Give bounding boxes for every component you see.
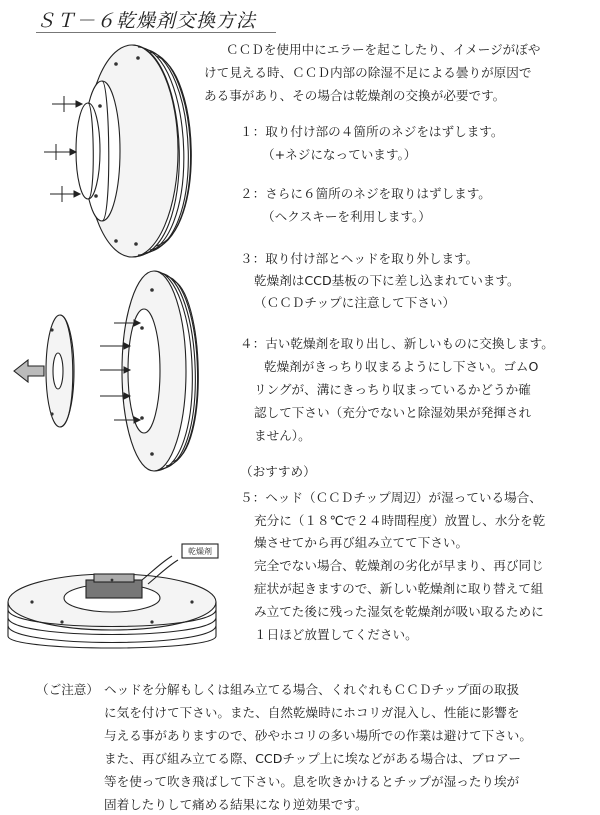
step2-line: （ヘクスキーを利用します。）: [262, 209, 431, 224]
note-line: に気を付けて下さい。また、自然乾燥時にホコリガ混入し、性能に影響を: [104, 705, 520, 720]
step3-line: 乾燥剤はCCD基板の下に差し込まれています。: [254, 273, 520, 288]
figure-remove-head: [4, 268, 214, 473]
note-line: 与える事がありますので、砂やホコリの多い場所での作業は避けて下さい。: [104, 728, 532, 743]
figure-head-screws: [40, 36, 210, 266]
step3-line: ３：取り付け部とヘッドを取り外します。: [240, 251, 479, 266]
note-label: （ご注意）: [36, 682, 99, 697]
note-line: また、再び組み立てる際、CCDチップ上に埃などがある場合は、ブロアー: [104, 751, 521, 766]
recommend-label: （おすすめ）: [240, 464, 316, 479]
figure-label: 乾燥剤: [188, 547, 212, 556]
step5-line: み立てた後に残った湿気を乾燥剤が吸い取るために: [254, 604, 544, 619]
note-line: 固着したりして痛める結果になり逆効果です。: [104, 797, 368, 812]
step5-line: ５：ヘッド（ＣＣＤチップ周辺）が湿っている場合、: [240, 490, 542, 505]
step3-line: （ＣＣＤチップに注意して下さい）: [254, 295, 456, 310]
step2-line: ２：さらに６箇所のネジを取りはずします。: [240, 186, 491, 201]
step5-line: 充分に（１８℃で２４時間程度）放置し、水分を乾: [254, 513, 546, 528]
intro-line: ある事があり、その場合は乾燥剤の交換が必要です。: [204, 88, 506, 103]
intro-line: けて見える時、ＣＣＤ内部の除湿不足による曇りが原因で: [204, 65, 532, 80]
step4-line: ません）。: [254, 428, 311, 443]
step5-line: １日ほど放置してください。: [254, 627, 418, 642]
figure-desiccant: [2, 540, 224, 670]
step4-line: 乾燥剤がきっちり収まるようにし下さい。ゴムO: [264, 359, 539, 374]
step1-line: １：取り付け部の４箇所のネジをはずします。: [240, 124, 504, 139]
intro-line: ＣＣＤを使用中にエラーを起こしたり、イメージがぼや: [226, 42, 541, 57]
note-line: ヘッドを分解もしくは組み立てる場合、くれぐれもＣＣＤチップ面の取扱: [104, 682, 520, 697]
page-title: ＳＴ－６乾燥剤交換方法: [36, 10, 257, 32]
step4-line: 認して下さい（充分でないと除湿効果が発揮され: [254, 405, 532, 420]
step5-line: 燥させてから再び組み立てて下さい。: [254, 535, 469, 550]
step5-line: 症状が起きますので、新しい乾燥剤に取り替えて組: [254, 581, 544, 596]
step4-line: ４：古い乾燥剤を取り出し、新しいものに交換します。: [240, 336, 554, 351]
step5-line: 完全でない場合、乾燥剤の劣化が早まり、再び同じ: [254, 558, 544, 573]
title-underline: [36, 32, 276, 33]
step4-line: リングが、溝にきっちり収まっているかどうか確: [254, 382, 531, 397]
note-line: 等を使って吹き飛ばして下さい。息を吹きかけるとチップが湿ったり埃が: [104, 774, 520, 789]
step1-line: （+ネジになっています。）: [262, 147, 417, 162]
